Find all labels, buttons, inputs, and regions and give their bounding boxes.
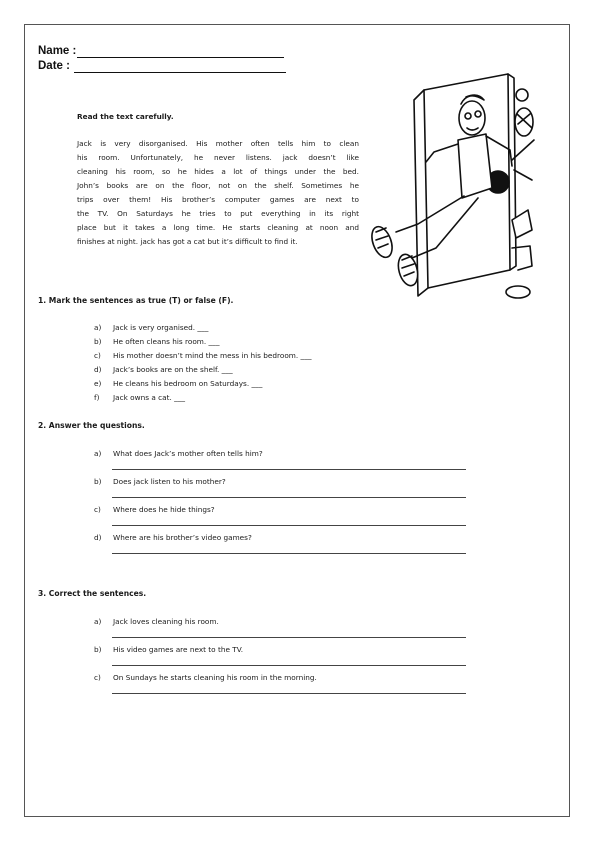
question-item [94, 477, 226, 486]
item-letter: e) [94, 379, 102, 388]
tf-item [94, 365, 233, 374]
passage-line: cleaning his room, so he hides a lot of things under the bed. [77, 167, 359, 176]
date-label: Date : [38, 60, 70, 72]
item-letter: b) [94, 477, 102, 486]
item-letter: c) [94, 351, 101, 360]
section3-title: 3. Correct the sentences. [38, 589, 147, 598]
passage-line: trips over them! His brother’s computer games are next to [77, 195, 359, 204]
tf-item [94, 379, 262, 388]
question-item [94, 449, 263, 458]
item-letter: b) [94, 337, 102, 346]
item-letter: b) [94, 645, 102, 654]
name-blank-line[interactable] [77, 45, 284, 58]
answer-line[interactable] [112, 469, 466, 470]
name-label: Name : [38, 45, 77, 57]
answer-line[interactable] [112, 497, 466, 498]
item-text: Does jack listen to his mother? [113, 477, 226, 486]
tf-item [94, 323, 208, 332]
tf-item [94, 337, 219, 346]
tf-item [94, 393, 185, 402]
question-item [94, 533, 252, 542]
passage-line: John’s books are on the floor, not on the shelf. Sometimes he [77, 181, 359, 190]
answer-line[interactable] [112, 525, 466, 526]
item-text: What does Jack’s mother often tells him? [113, 449, 263, 458]
item-text: Jack loves cleaning his room. [113, 617, 219, 626]
date-field[interactable] [38, 60, 286, 73]
passage-line: his room. Unfortunately, he never listens. jack doesn’t like [77, 153, 359, 162]
correction-item [94, 673, 317, 682]
passage-line: place but it takes a long time. He starts cleaning at noon and [77, 223, 359, 232]
passage-line: finishes at night. jack has got a cat but it’s difficult to find it. [77, 237, 298, 246]
item-text: Jack’s books are on the shelf. ___ [113, 365, 233, 374]
correction-item [94, 617, 219, 626]
answer-line[interactable] [112, 693, 466, 694]
reading-passage [77, 137, 359, 249]
item-letter: f) [94, 393, 100, 402]
item-letter: c) [94, 505, 101, 514]
item-text: He cleans his bedroom on Saturdays. ___ [113, 379, 263, 388]
reading-title: Read the text carefully. [77, 112, 174, 121]
section1-title: 1. Mark the sentences as true (T) or false (F). [38, 296, 234, 305]
item-text: His video games are next to the TV. [113, 645, 244, 654]
item-letter: a) [94, 323, 102, 332]
tf-item [94, 351, 312, 360]
item-text: On Sundays he starts cleaning his room in the morning. [113, 673, 317, 682]
question-item [94, 505, 215, 514]
item-letter: d) [94, 365, 102, 374]
item-letter: a) [94, 449, 102, 458]
item-letter: c) [94, 673, 101, 682]
answer-line[interactable] [112, 665, 466, 666]
section2-title: 2. Answer the questions. [38, 421, 145, 430]
item-text: His mother doesn’t mind the mess in his bedroom. ___ [113, 351, 312, 360]
correction-item [94, 645, 243, 654]
item-text: He often cleans his room. ___ [113, 337, 220, 346]
passage-line: the TV. On Saturdays he tries to put everything in its right [77, 209, 359, 218]
answer-line[interactable] [112, 553, 466, 554]
item-text: Jack owns a cat. ___ [113, 393, 186, 402]
item-text: Where are his brother’s video games? [113, 533, 252, 542]
item-text: Where does he hide things? [113, 505, 215, 514]
item-letter: d) [94, 533, 102, 542]
cartoon-man-pushing-closet-door-icon [362, 70, 538, 306]
item-text: Jack is very organised. ___ [113, 323, 209, 332]
date-blank-line[interactable] [74, 60, 286, 73]
answer-line[interactable] [112, 637, 466, 638]
passage-line: Jack is very disorganised. His mother often tells him to clean [77, 139, 359, 148]
name-field[interactable] [38, 45, 284, 58]
item-letter: a) [94, 617, 102, 626]
